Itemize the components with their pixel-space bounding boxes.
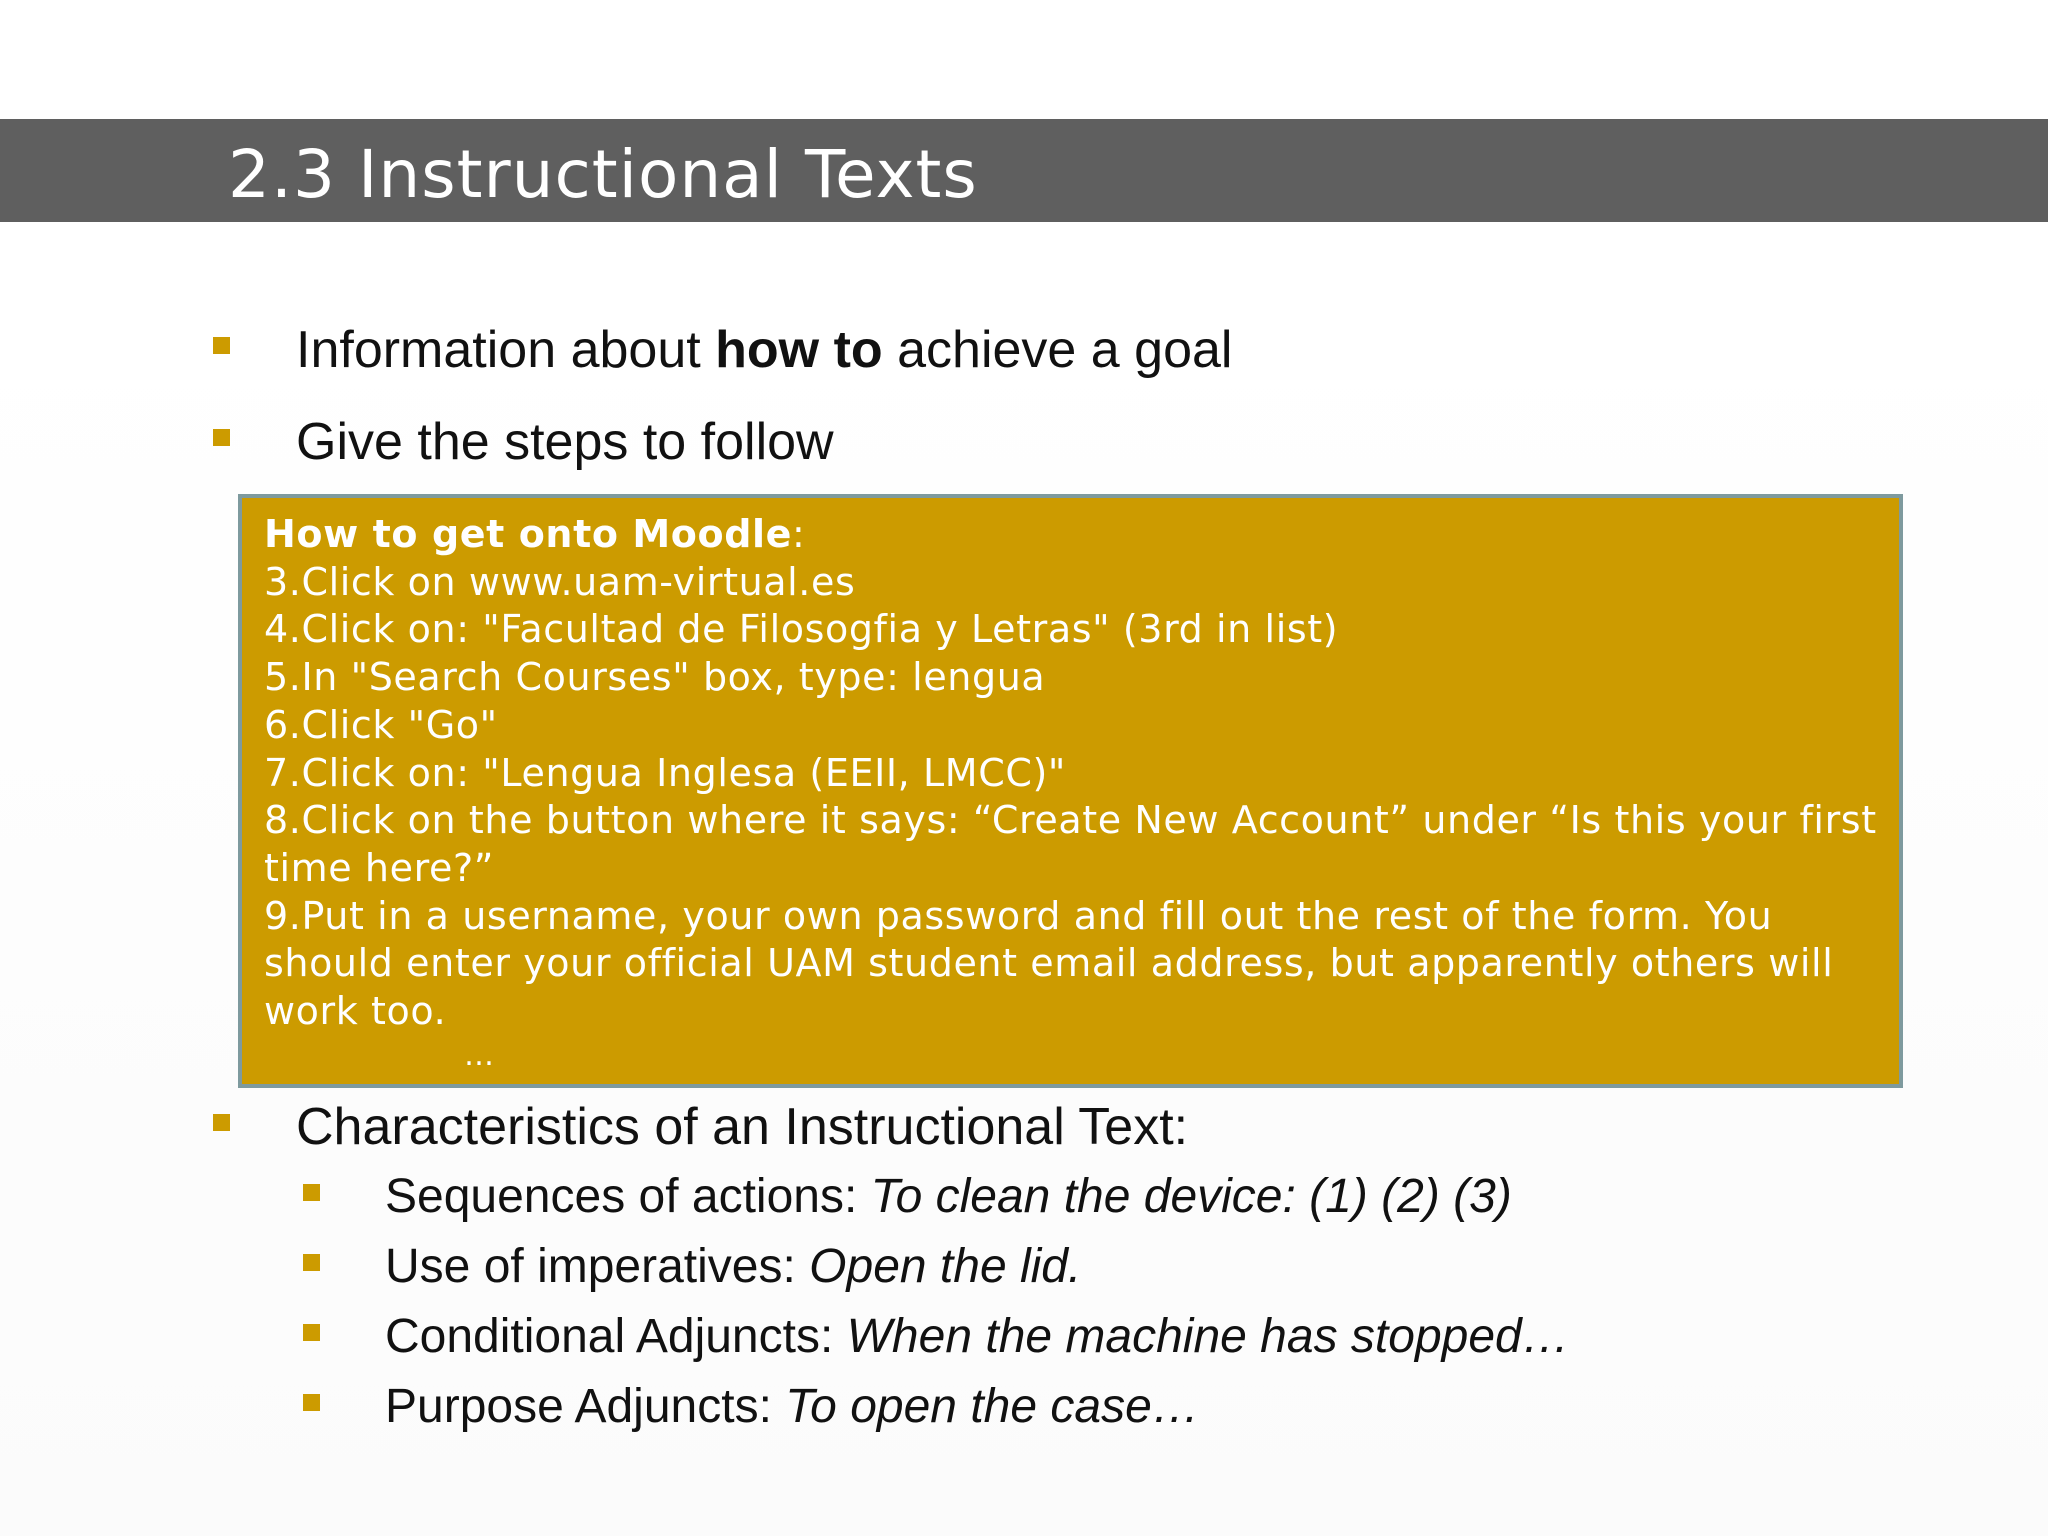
moodle-ellipsis: … — [464, 1037, 495, 1073]
moodle-heading: How to get onto Moodle — [264, 512, 792, 556]
sub-bullet-square-icon — [303, 1254, 320, 1271]
characteristic-item — [385, 1167, 1512, 1227]
moodle-instructions-text — [264, 511, 1884, 1076]
moodle-step: 3.Click on www.uam-virtual.es — [264, 559, 856, 604]
slide-title: 2.3 Instructional Texts — [228, 136, 978, 213]
characteristic-example: When the machine has stopped… — [846, 1310, 1570, 1363]
bullet-square-icon — [213, 337, 230, 354]
characteristic-item — [385, 1377, 1200, 1437]
moodle-step: 9.Put in a username, your own password and fill out the rest of the form. You should enter your official UAM student email address, but apparently others will work too. — [264, 893, 1834, 1034]
bullet-how-to — [296, 318, 1232, 382]
characteristic-item — [385, 1237, 1081, 1297]
bullet-how-to-before: Information about — [296, 321, 716, 379]
sub-bullet-square-icon — [303, 1184, 320, 1201]
sub-bullet-square-icon — [303, 1324, 320, 1341]
moodle-instructions-box — [238, 494, 1903, 1088]
characteristic-example: Open the lid. — [809, 1240, 1082, 1293]
bullet-steps: Give the steps to follow — [296, 413, 834, 471]
bullet-how-to-after: achieve a goal — [882, 321, 1233, 379]
characteristic-example: To clean the device: (1) (2) (3) — [870, 1170, 1512, 1223]
characteristic-example: To open the case… — [785, 1380, 1200, 1433]
moodle-heading-line — [264, 511, 1884, 559]
moodle-step: 7.Click on: "Lengua Inglesa (EEII, LMCC)" — [264, 750, 1066, 795]
moodle-heading-suffix: : — [792, 512, 806, 556]
bullet-square-icon — [213, 1114, 230, 1131]
characteristic-label: Conditional Adjuncts: — [385, 1310, 847, 1363]
bullet-how-to-bold: how to — [715, 321, 883, 379]
moodle-step: 6.Click "Go" — [264, 702, 498, 747]
moodle-step: 4.Click on: "Facultad de Filosogfia y Letras" (3rd in list) — [264, 607, 1339, 652]
characteristic-item — [385, 1307, 1570, 1367]
moodle-step: 8.Click on the button where it says: “Create New Account” under “Is this your first time here?” — [264, 798, 1877, 890]
characteristic-label: Purpose Adjuncts: — [385, 1380, 786, 1433]
bullet-square-icon — [213, 429, 230, 446]
characteristic-label: Use of imperatives: — [385, 1240, 810, 1293]
characteristics-heading: Characteristics of an Instructional Text: — [296, 1098, 1189, 1156]
moodle-step: 5.In "Search Courses" box, type: lengua — [264, 655, 1046, 700]
characteristic-label: Sequences of actions: — [385, 1170, 871, 1223]
sub-bullet-square-icon — [303, 1394, 320, 1411]
